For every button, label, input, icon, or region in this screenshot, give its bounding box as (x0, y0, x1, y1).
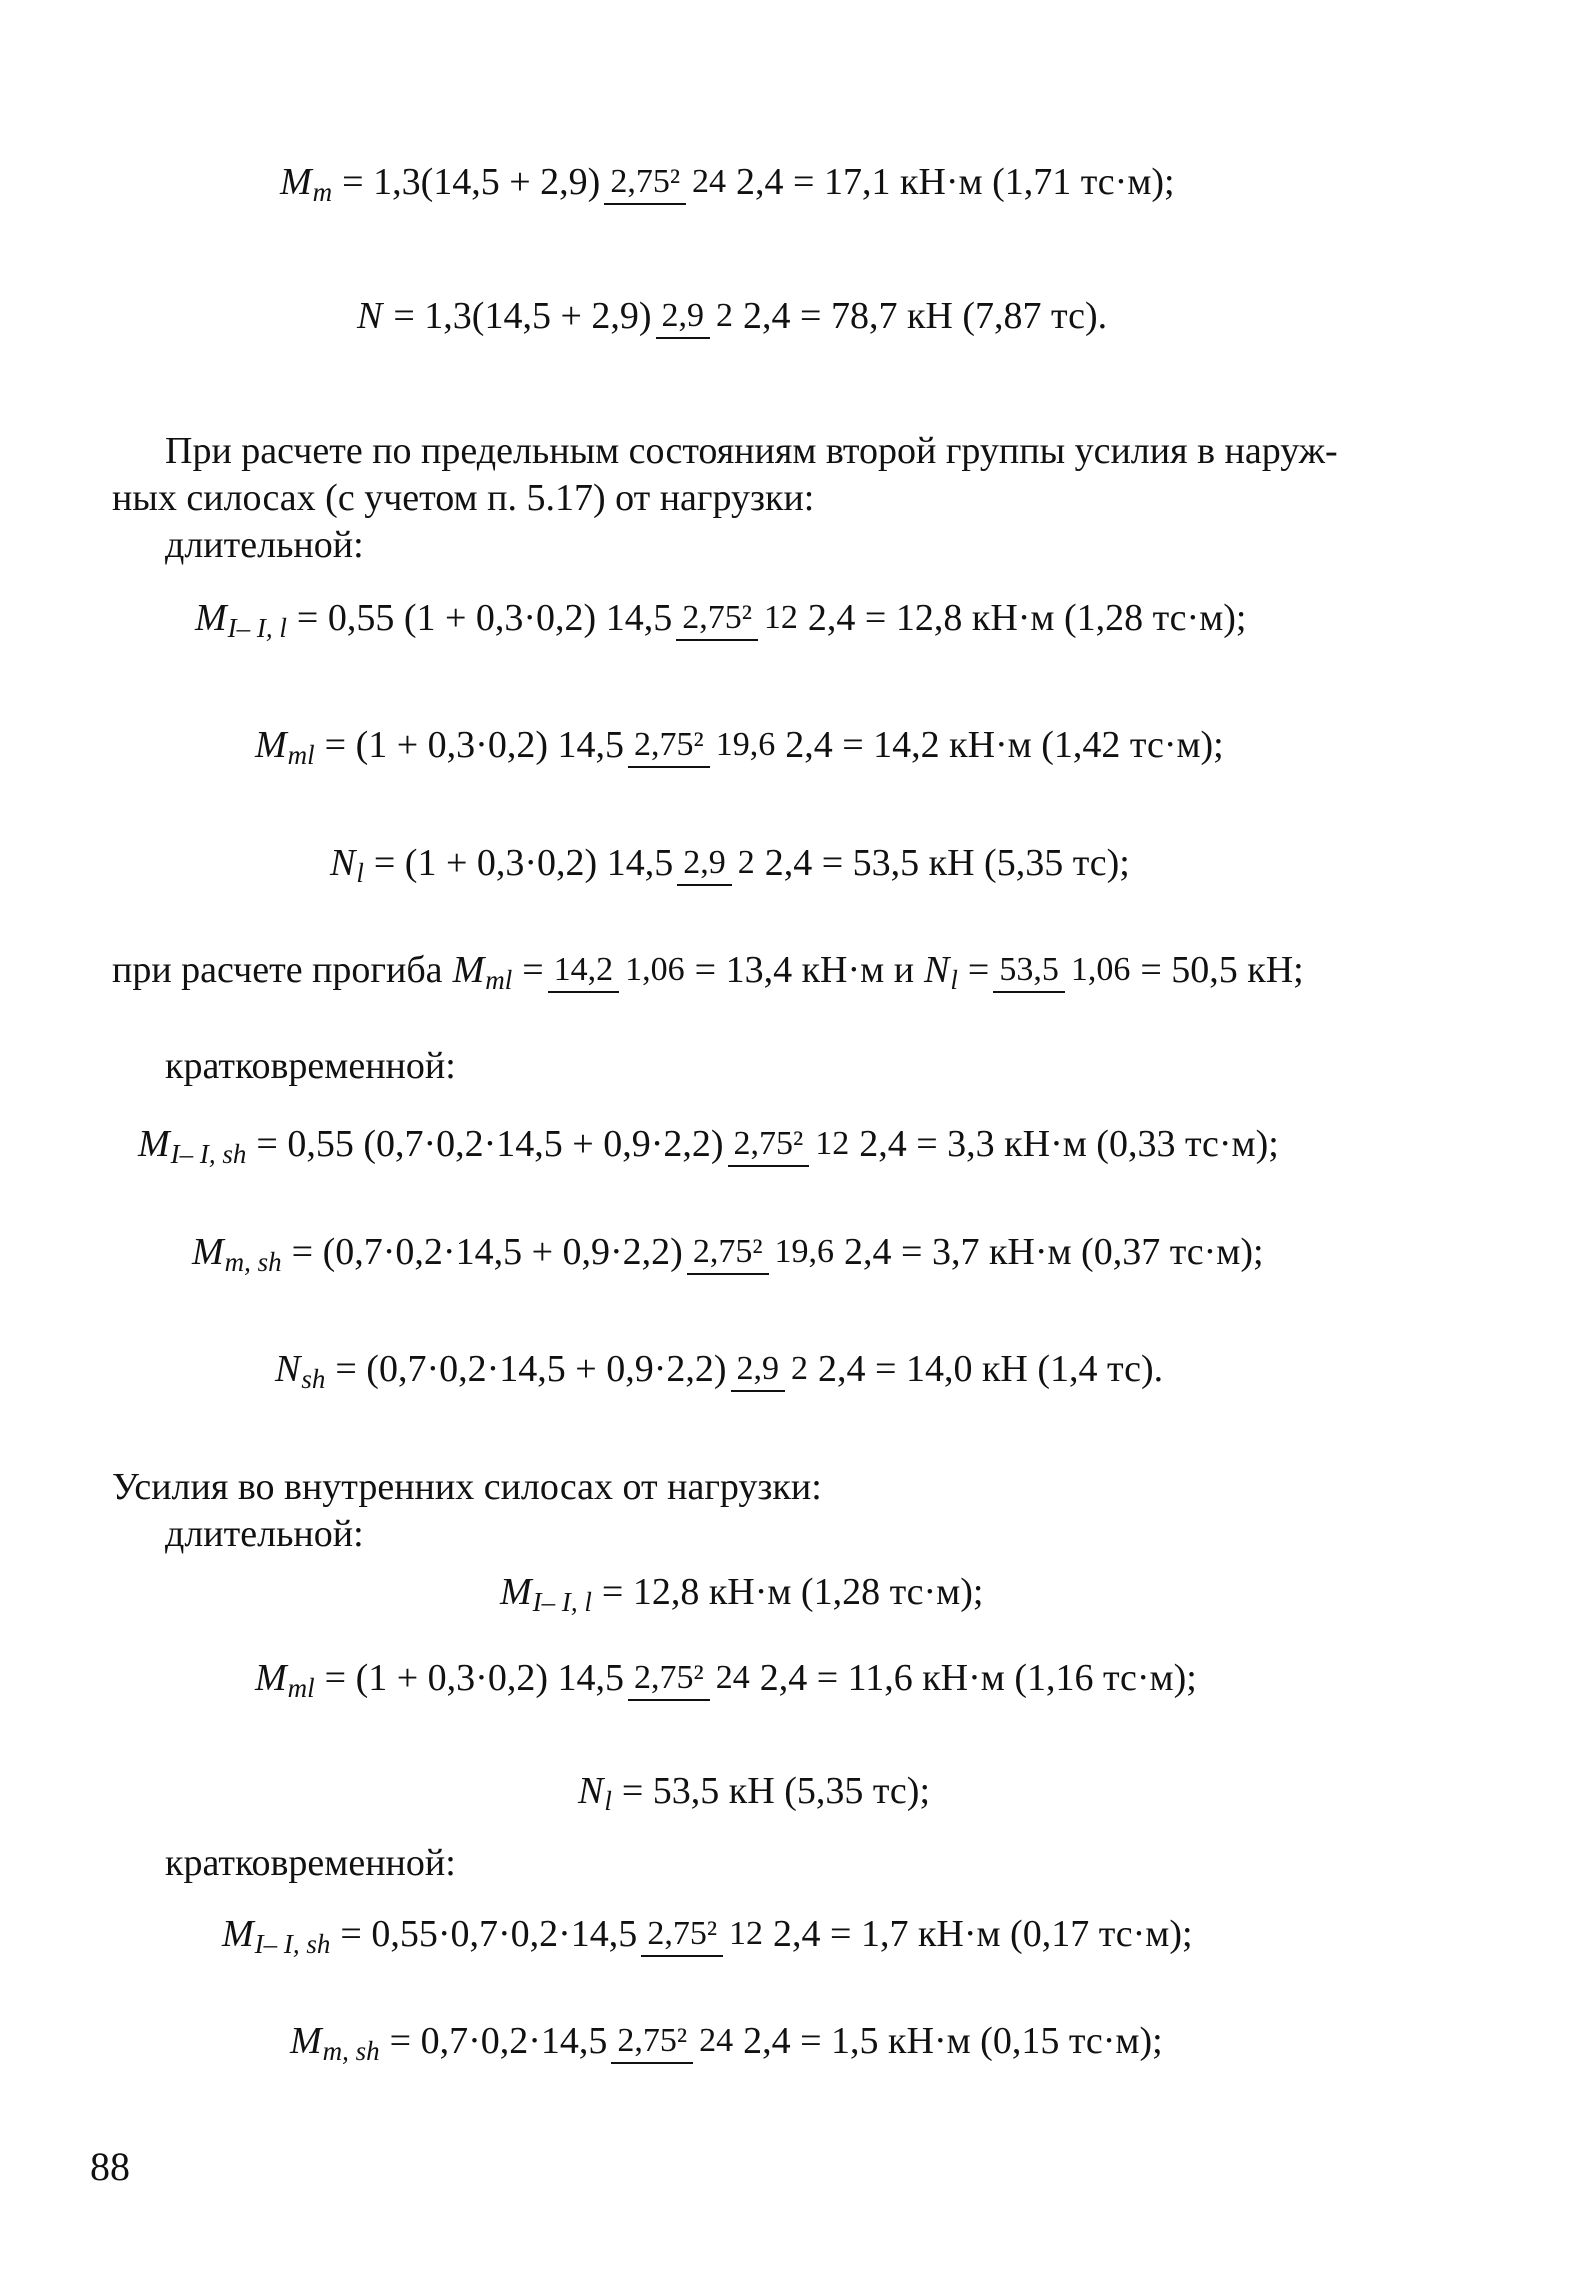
fraction-denominator: 24 (715, 1659, 750, 1697)
fraction-denominator: 2 (716, 297, 734, 335)
eq-result: 2,4 = 12,8 кН·м (1,28 тс·м); (807, 597, 1247, 639)
eq-lhs: M (500, 1571, 532, 1613)
eq-expression: = 13,4 кН·м и (694, 949, 915, 991)
eq-subscript: l (356, 857, 364, 888)
eq-lhs: M (138, 1123, 170, 1165)
eq-expression: = 1,3(14,5 + 2,9) (342, 161, 601, 203)
fraction-numerator: 2,9 (677, 844, 732, 886)
fraction-numerator: 2,75² (728, 1125, 810, 1167)
paragraph-line: ных силосах (с учетом п. 5.17) от нагрузки: (112, 477, 815, 519)
equation-force-nsh (275, 1348, 1164, 1394)
eq-subscript: ml (485, 964, 513, 995)
deflection-prefix: при расчете прогиба (112, 949, 443, 991)
paragraph-line: Усилия во внутренних силосах от нагрузки: (112, 1466, 822, 1508)
eq-subscript: m (312, 176, 333, 207)
section-label: кратковременной: (165, 1842, 456, 1884)
fraction-numerator: 2,75² (687, 1233, 769, 1275)
eq-lhs: M (280, 161, 312, 203)
eq-result: 2,4 = 53,5 кН (5,35 тс); (764, 842, 1130, 884)
eq-lhs: M (222, 1913, 254, 1955)
equation-moment-msh (192, 1231, 1264, 1277)
equation-moment-mm (280, 161, 1175, 207)
section-label: длительной: (165, 1513, 364, 1555)
eq-result: 2,4 = 11,6 кН·м (1,16 тс·м); (759, 1657, 1197, 1699)
eq-subscript: l (950, 964, 958, 995)
eq-fraction (628, 1660, 756, 1696)
eq-lhs: M (452, 949, 485, 991)
fraction-denominator: 12 (815, 1125, 850, 1163)
section-label: длительной: (165, 524, 364, 566)
eq-expression: = 0,55·0,7·0,2·14,5 (340, 1913, 638, 1955)
eq-fraction (677, 845, 761, 881)
fraction-numerator: 2,75² (641, 1915, 723, 1957)
eq-result: 2,4 = 14,0 кН (1,4 тс). (818, 1348, 1164, 1390)
eq-subscript: I– I, sh (170, 1138, 247, 1169)
equation-moment-mish (138, 1123, 1279, 1169)
eq-result: 2,4 = 14,2 кН·м (1,42 тс·м); (785, 724, 1224, 766)
eq-fraction (656, 298, 740, 334)
eq-lhs: N (578, 1770, 604, 1812)
eq-lhs: M (255, 724, 287, 766)
eq-result: 2,4 = 3,3 кН·м (0,33 тс·м); (859, 1123, 1279, 1165)
eq-result: 2,4 = 78,7 кН (7,87 тс). (743, 295, 1108, 337)
eq-expression: = (0,7·0,2·14,5 + 0,9·2,2) (335, 1348, 727, 1390)
eq-expression: = 0,7·0,2·14,5 (389, 2020, 608, 2062)
eq-fraction (687, 1234, 840, 1270)
eq-fraction (676, 600, 804, 636)
eq-subscript: I– I, sh (254, 1928, 331, 1959)
eq-lhs: N (924, 949, 950, 991)
fraction-numerator: 2,9 (731, 1350, 786, 1392)
eq-result: 2,4 = 1,7 кН·м (0,17 тс·м); (773, 1913, 1193, 1955)
fraction-denominator: 1,06 (625, 951, 685, 989)
eq-lhs: M (195, 597, 227, 639)
fraction-numerator: 2,75² (628, 726, 710, 768)
eq-subscript: I– I, l (532, 1586, 592, 1617)
eq-fraction (641, 1916, 769, 1952)
eq-fraction (611, 2023, 739, 2059)
eq-equals: = (522, 949, 544, 991)
eq-expression: = 1,3(14,5 + 2,9) (393, 295, 652, 337)
fraction-denominator: 12 (763, 599, 798, 637)
eq-fraction (993, 952, 1136, 988)
eq-lhs: M (290, 2020, 322, 2062)
fraction-numerator: 14,2 (548, 951, 620, 993)
eq-subscript: I– I, l (227, 612, 287, 643)
equation-moment-mish-inner (222, 1913, 1193, 1959)
fraction-numerator: 2,75² (611, 2022, 693, 2064)
equation-deflection (112, 949, 1304, 995)
eq-fraction (628, 727, 781, 763)
equation-moment-ml (255, 724, 1224, 770)
paragraph-line: При расчете по предельным состояниям второй группы усилия в наруж- (165, 430, 1338, 472)
fraction-denominator: 24 (699, 2022, 734, 2060)
eq-expression: = (1 + 0,3·0,2) 14,5 (324, 724, 624, 766)
fraction-numerator: 2,9 (656, 297, 711, 339)
eq-subscript: ml (287, 739, 315, 770)
equation-force-nl (330, 842, 1130, 888)
fraction-denominator: 2 (791, 1350, 809, 1388)
eq-fraction (728, 1126, 856, 1162)
equation-moment-mil-inner (500, 1571, 984, 1617)
fraction-numerator: 2,75² (604, 163, 686, 205)
eq-subscript: ml (287, 1672, 315, 1703)
fraction-denominator: 24 (692, 163, 727, 201)
eq-expression: = 0,55 (1 + 0,3·0,2) 14,5 (296, 597, 673, 639)
eq-subscript: l (604, 1785, 612, 1816)
eq-lhs: M (255, 1657, 287, 1699)
eq-lhs: N (330, 842, 356, 884)
fraction-numerator: 2,75² (628, 1659, 710, 1701)
eq-lhs: N (357, 295, 383, 337)
fraction-denominator: 19,6 (774, 1233, 835, 1271)
eq-lhs: N (275, 1348, 301, 1390)
eq-equals: = (967, 949, 990, 991)
fraction-numerator: 2,75² (676, 599, 758, 641)
eq-subscript: sh (301, 1363, 326, 1394)
fraction-denominator: 12 (729, 1915, 764, 1953)
eq-result: 2,4 = 17,1 кН·м (1,71 тс·м); (736, 161, 1175, 203)
eq-expression: = (1 + 0,3·0,2) 14,5 (373, 842, 674, 884)
eq-lhs: M (192, 1231, 224, 1273)
page-number: 88 (90, 2144, 130, 2189)
eq-subscript: m, sh (322, 2035, 380, 2066)
fraction-denominator: 2 (737, 844, 755, 882)
equation-force-n (357, 297, 1107, 335)
equation-moment-msh-inner (290, 2020, 1163, 2066)
eq-result: 2,4 = 3,7 кН·м (0,37 тс·м); (844, 1231, 1264, 1273)
eq-result: = 50,5 кН; (1140, 949, 1304, 991)
fraction-numerator: 53,5 (993, 951, 1065, 993)
fraction-denominator: 19,6 (715, 726, 776, 764)
fraction-denominator: 1,06 (1070, 951, 1131, 989)
eq-fraction (731, 1351, 815, 1387)
eq-subscript: m, sh (224, 1246, 282, 1277)
eq-fraction (548, 952, 691, 988)
eq-expression: = (1 + 0,3·0,2) 14,5 (324, 1657, 624, 1699)
equation-force-nl-inner (578, 1770, 931, 1816)
eq-expression: = 53,5 кН (5,35 тс); (621, 1770, 931, 1812)
eq-expression: = 12,8 кН·м (1,28 тс·м); (601, 1571, 984, 1613)
equation-moment-mil (195, 597, 1247, 643)
eq-result: 2,4 = 1,5 кН·м (0,15 тс·м); (743, 2020, 1163, 2062)
eq-expression: = (0,7·0,2·14,5 + 0,9·2,2) (291, 1231, 683, 1273)
eq-expression: = 0,55 (0,7·0,2·14,5 + 0,9·2,2) (256, 1123, 724, 1165)
eq-fraction (604, 164, 732, 200)
section-label: кратковременной: (165, 1045, 456, 1087)
equation-moment-ml-inner (255, 1657, 1197, 1703)
